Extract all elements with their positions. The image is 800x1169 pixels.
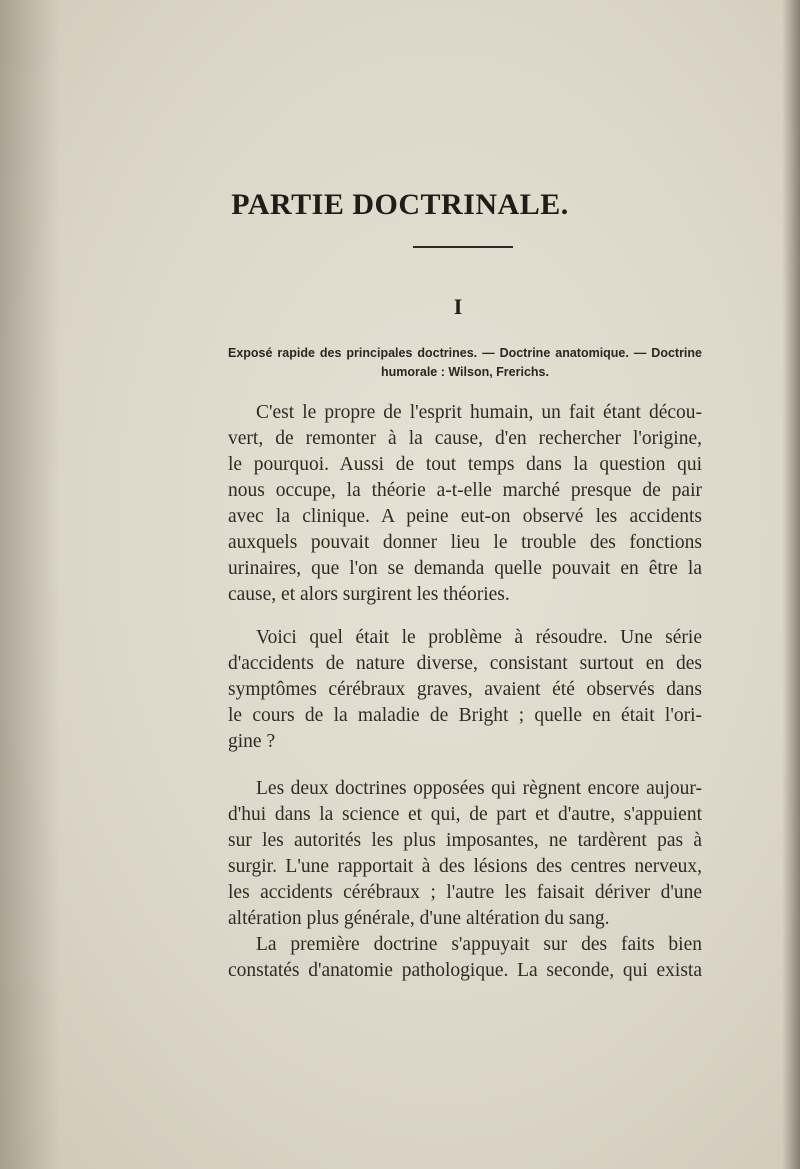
section-number: I — [453, 294, 463, 319]
text-line: cause, et alors surgirent les théories. — [228, 584, 510, 605]
text-line: C'est le propre de l'esprit humain, un fait étant décou- — [256, 402, 702, 423]
text-line: vert, de remonter à la cause, d'en rechercher l'origine, — [228, 428, 702, 449]
section-summary — [228, 344, 702, 382]
gutter-shadow — [0, 0, 60, 1169]
text-line: constatés d'anatomie pathologique. La seconde, qui exista — [228, 960, 702, 981]
paragraph-2 — [228, 625, 702, 755]
text-line: auxquels pouvait donner lieu le trouble des fonctions — [228, 532, 702, 553]
page-edge-shadow — [782, 0, 800, 1169]
text-line: d'accidents de nature diverse, consistant surtout en des — [228, 653, 702, 674]
text-line: urinaires, que l'on se demanda quelle pouvait en être la — [228, 558, 702, 579]
page-title: PARTIE DOCTRINALE. — [231, 188, 569, 221]
text-line: d'hui dans la science et qui, de part et d'autre, s'appuient — [228, 804, 702, 825]
text-line: nous occupe, la théorie a-t-elle marché presque de pair — [228, 480, 702, 501]
text-line: le cours de la maladie de Bright ; quelle en était l'ori- — [228, 705, 702, 726]
summary-line-2: humorale : Wilson, Frerichs. — [381, 365, 549, 379]
text-line: gine ? — [228, 731, 276, 752]
text-line: altération plus générale, d'une altération du sang. — [228, 908, 610, 929]
text-line: Voici quel était le problème à résoudre. Une série — [256, 627, 702, 648]
text-line: les accidents cérébraux ; l'autre les faisait dériver d'une — [228, 882, 702, 903]
text-line: le pourquoi. Aussi de tout temps dans la question qui — [228, 454, 702, 475]
text-line: Les deux doctrines opposées qui règnent encore aujour- — [256, 778, 702, 799]
text-line: symptômes cérébraux graves, avaient été observés dans — [228, 679, 702, 700]
text-line: surgir. L'une rapportait à des lésions des centres nerveux, — [228, 856, 702, 877]
paragraph-1 — [228, 400, 702, 608]
text-line: La première doctrine s'appuyait sur des faits bien — [256, 934, 702, 955]
text-line: avec la clinique. A peine eut-on observé les accidents — [228, 506, 702, 527]
text-line: sur les autorités les plus imposantes, ne tardèrent pas à — [228, 830, 702, 851]
paragraph-3 — [228, 776, 702, 984]
title-divider — [413, 246, 513, 248]
summary-line-1: Exposé rapide des principales doctrines. — Doctrine anatomique. — Doctrine — [228, 346, 702, 360]
